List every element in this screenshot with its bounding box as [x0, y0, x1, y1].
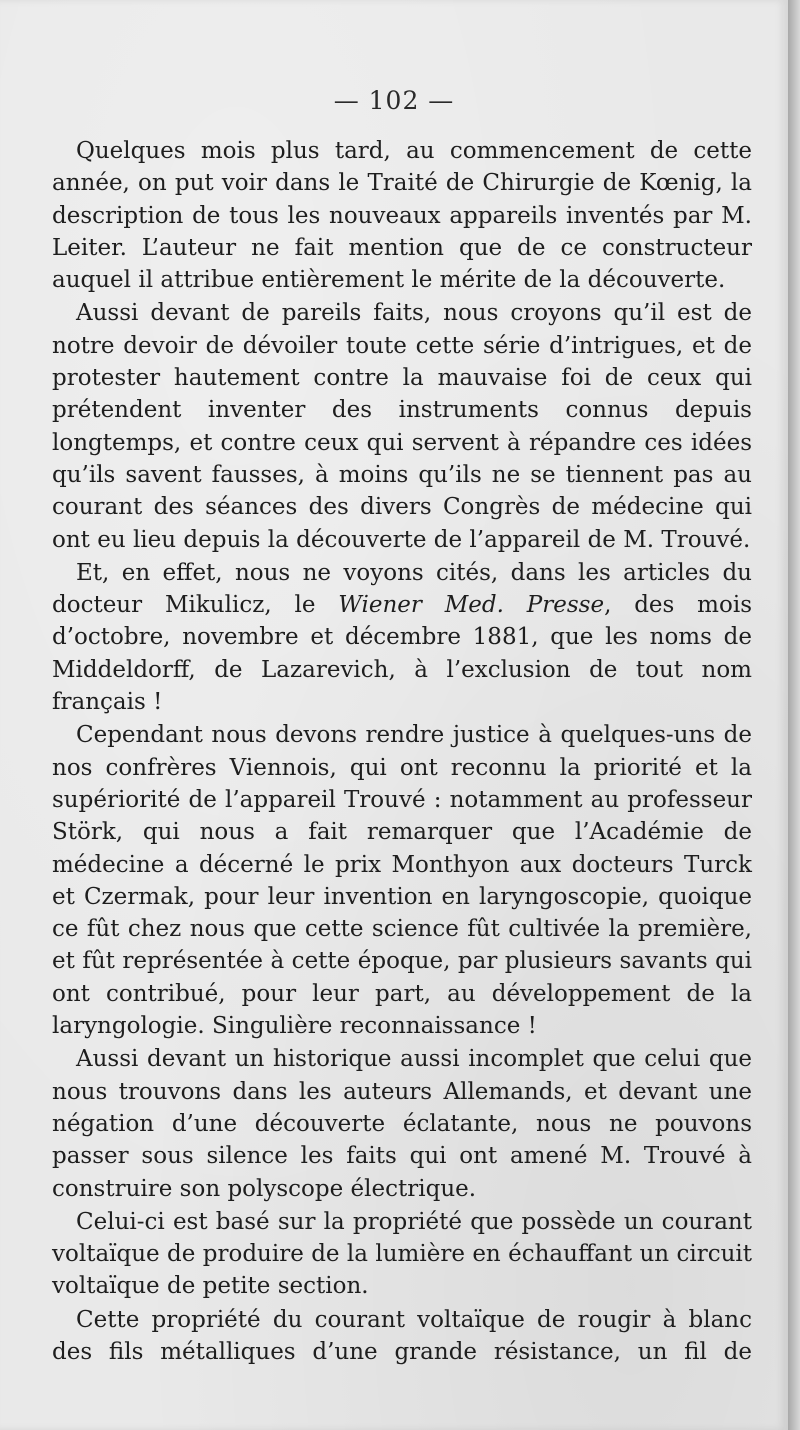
paragraph-6: Celui-ci est basé sur la propriété que possède un courant voltaïque de produire de la lumière en échauffant un circuit voltaïque de petite section.: [52, 1208, 752, 1300]
page-number: — 102 —: [333, 86, 455, 115]
paragraph-1: Quelques mois plus tard, au commencement de cette année, on put voir dans le Traité de Chirurgie de Kœnig, la description de tous les nouveaux appareils inventés par M. Leiter. L’auteur ne fait mention que de ce constructeur auquel il attribue entièrement le mérite de la découverte.: [52, 138, 752, 294]
paragraph-5: Aussi devant un historique aussi incomplet que celui que nous trouvons dans les auteurs Allemands, et devant une négation d’une découverte éclatante, nous ne pouvons passer sous silence les faits qui ont amené M. Trouvé à construire son polyscope électrique.: [52, 1046, 752, 1202]
paragraph-4: Cependant nous devons rendre justice à quelques-uns de nos confrères Viennois, qui ont reconnu la priorité et la supériorité de l’appareil Trouvé : notamment au professeur Störk, qui nous a fait remarquer que l’Académie de médecine a décerné le prix Monthyon aux docteurs Turck et Czermak, pour leur invention en laryngoscopie, quoique ce fût chez nous que cette science fût cultivée la première, et fût représentée à cette époque, par plusieurs savants qui ont contribué, pour leur part, au développement de la laryngologie. Singulière reconnaissance !: [52, 722, 752, 1040]
paragraph-3: [52, 557, 752, 718]
paragraph-7: Cette propriété du courant voltaïque de rougir à blanc des fils métalliques d’une grande résistance, un fil de: [52, 1306, 752, 1365]
journal-title-italic: Wiener Med. Presse: [338, 592, 605, 619]
paragraph-2: Aussi devant de pareils faits, nous croyons qu’il est de notre devoir de dévoiler toute cette série d’intrigues, et de protester hautement contre la mauvaise foi de ceux qui prétendent inventer des instruments connus depuis longtemps, et contre ceux qui servent à répandre ces idées qu’ils savent fausses, à moins qu’ils ne se tiennent pas au courant des séances des divers Congrès de médecine qui ont eu lieu depuis la découverte de l’appareil de M. Trouvé.: [52, 300, 752, 553]
body-text: [52, 135, 752, 1368]
paragraph-3-before: Et, en effet, nous ne voyons cités, dans les articles du docteur Mikulicz, le: [52, 559, 752, 619]
page-gutter: [788, 0, 800, 1430]
paragraph-3-after: , des mois d’octobre, novembre et décembre 1881, que les noms de Middeldorff, de Lazarevich, à l’exclusion de tout nom français !: [52, 592, 752, 716]
